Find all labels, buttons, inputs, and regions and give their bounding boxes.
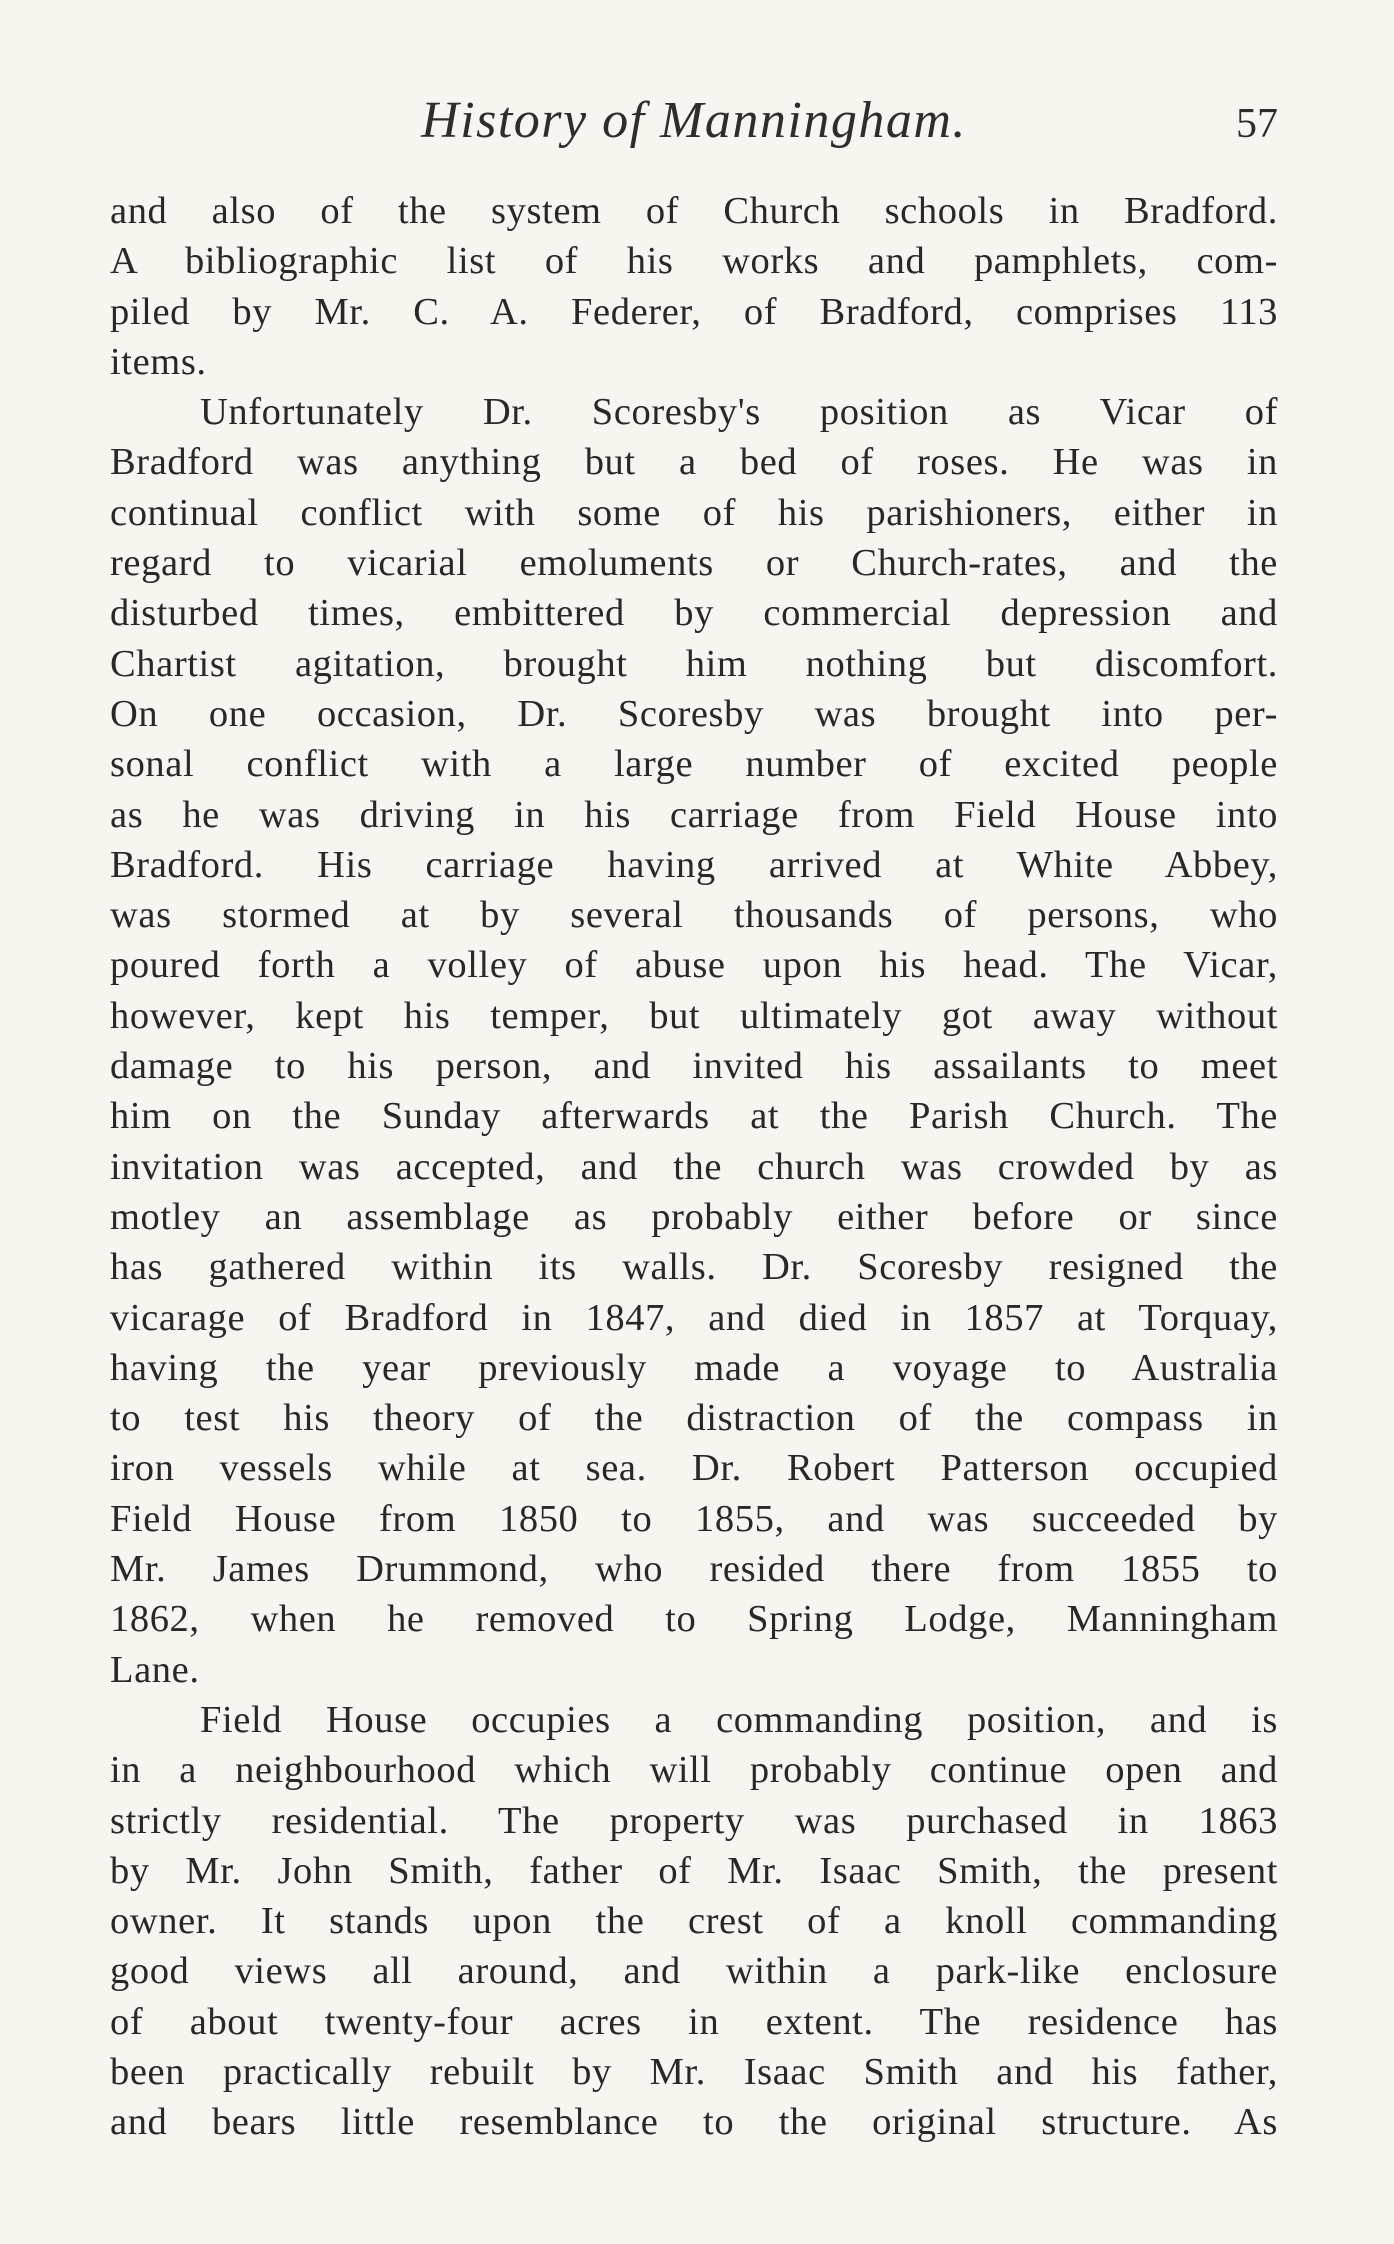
text-line: of about twenty-four acres in extent. The residence has (110, 2000, 1278, 2043)
text-line: Bradford was anything but a bed of roses. He was in (110, 441, 1278, 484)
text-line: invitation was accepted, and the church was crowded by as (110, 1145, 1278, 1188)
text-line: in a neighbourhood which will probably continue open and (110, 1749, 1278, 1792)
text-line: Field House from 1850 to 1855, and was succeeded by (110, 1497, 1278, 1540)
text-line: and bears little resemblance to the original structure. As (110, 2101, 1278, 2144)
text-line: A bibliographic list of his works and pamphlets, com- (110, 240, 1278, 283)
text-line: Unfortunately Dr. Scoresby's position as Vicar of (200, 391, 1278, 434)
text-line: and also of the system of Church schools in Bradford. (110, 190, 1278, 232)
text-line: continual conflict with some of his parishioners, either in (110, 491, 1278, 534)
text-line: iron vessels while at sea. Dr. Robert Patterson occupied (110, 1447, 1278, 1490)
text-line: 1862, when he removed to Spring Lodge, Manningham (110, 1598, 1278, 1641)
body-text (110, 186, 1278, 2148)
text-line: owner. It stands upon the crest of a knoll commanding (110, 1900, 1278, 1943)
text-line: good views all around, and within a park-like enclosure (110, 1950, 1278, 1993)
page-number: 57 (1236, 101, 1278, 147)
text-line: however, kept his temper, but ultimately got away without (110, 994, 1278, 1037)
text-line: poured forth a volley of abuse upon his head. The Vicar, (110, 944, 1278, 987)
text-line: him on the Sunday afterwards at the Parish Church. The (110, 1095, 1278, 1138)
text-line: regard to vicarial emoluments or Church-rates, and the (110, 542, 1278, 585)
text-line: to test his theory of the distraction of the compass in (110, 1397, 1278, 1440)
text-line: Lane. (110, 1648, 200, 1691)
text-line: strictly residential. The property was purchased in 1863 (110, 1799, 1278, 1842)
text-line: as he was driving in his carriage from Field House into (110, 793, 1278, 836)
text-line: having the year previously made a voyage to Australia (110, 1346, 1278, 1389)
text-line: On one occasion, Dr. Scoresby was brought into per- (110, 692, 1278, 735)
text-line: piled by Mr. C. A. Federer, of Bradford, comprises 113 (110, 290, 1278, 333)
text-line: Mr. James Drummond, who resided there from 1855 to (110, 1548, 1278, 1591)
running-title: History of Manningham. (421, 92, 967, 149)
text-line: Chartist agitation, brought him nothing but discomfort. (110, 642, 1278, 685)
text-line: Bradford. His carriage having arrived at White Abbey, (110, 843, 1278, 886)
text-line: sonal conflict with a large number of excited people (110, 743, 1278, 786)
text-line: damage to his person, and invited his assailants to meet (110, 1045, 1278, 1088)
text-line: motley an assemblage as probably either before or since (110, 1195, 1278, 1238)
text-line: been practically rebuilt by Mr. Isaac Smith and his father, (110, 2050, 1278, 2093)
text-line: has gathered within its walls. Dr. Scoresby resigned the (110, 1246, 1278, 1289)
text-line: by Mr. John Smith, father of Mr. Isaac Smith, the present (110, 1849, 1278, 1892)
text-line: items. (110, 340, 207, 383)
text-line: was stormed at by several thousands of persons, who (110, 894, 1278, 937)
running-head (110, 86, 1278, 166)
text-line: Field House occupies a commanding position, and is (200, 1698, 1278, 1741)
text-line: disturbed times, embittered by commercial depression and (110, 592, 1278, 635)
text-line: vicarage of Bradford in 1847, and died in 1857 at Torquay, (110, 1296, 1278, 1339)
